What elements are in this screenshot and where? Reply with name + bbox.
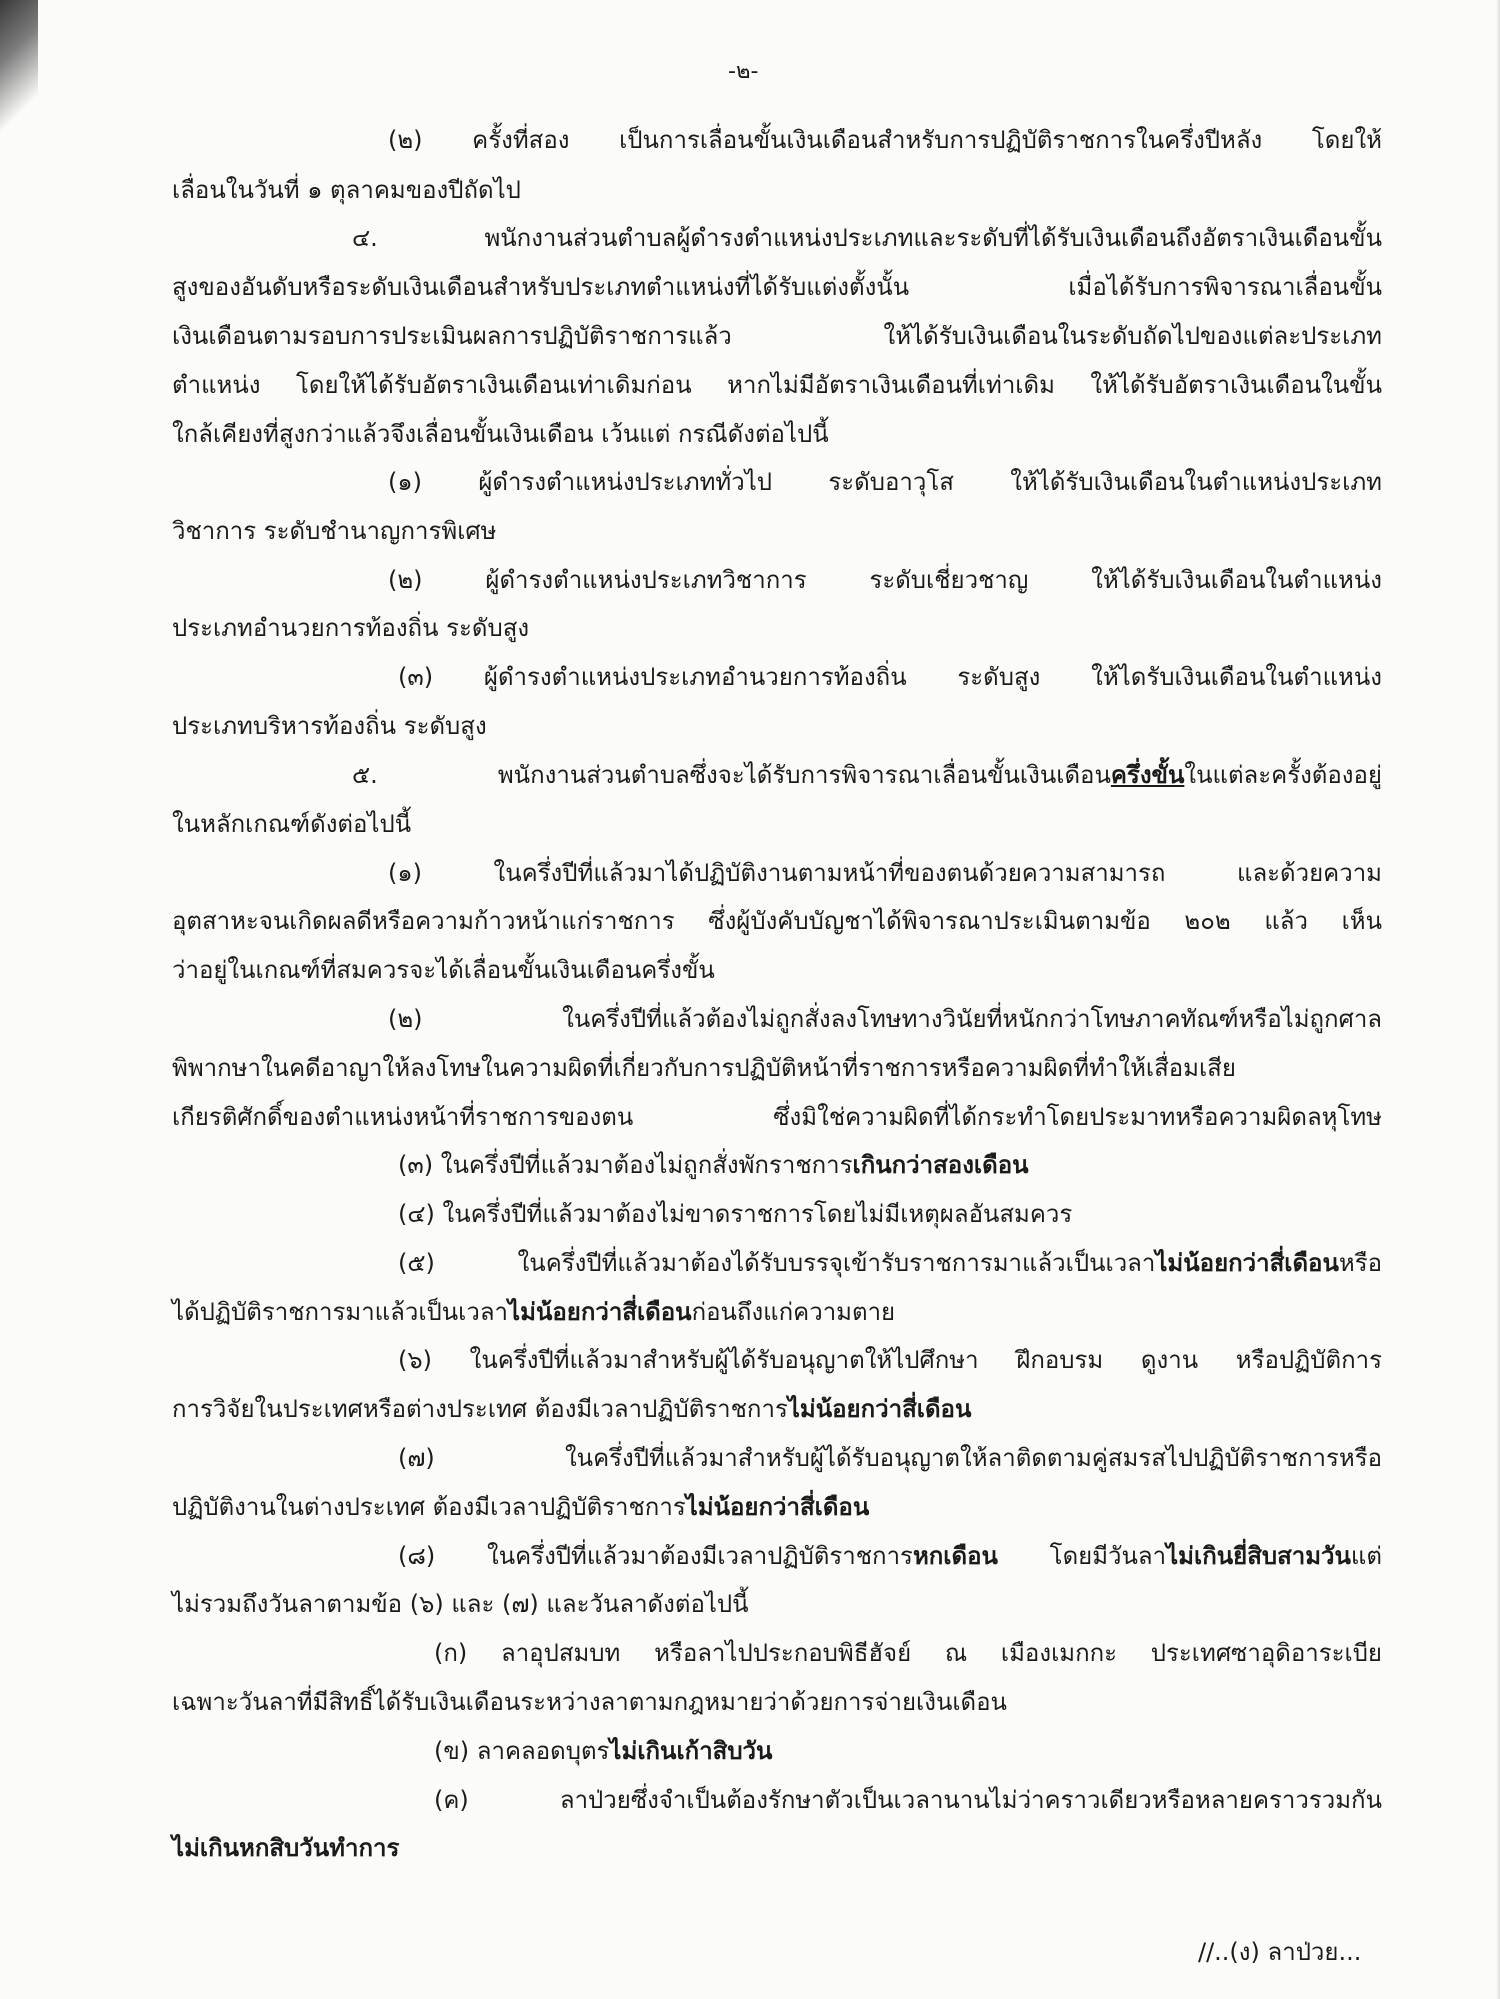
- para-5-8-text-e: แต่: [1350, 1542, 1382, 1570]
- para-5-1-line-1: (๑) ในครึ่งปีที่แล้วมาได้ปฏิบัติงานตามหน้าที่ของตนด้วยความสามารถ และด้วยความ: [388, 859, 1382, 887]
- para-5-7-line-1: (๗) ในครึ่งปีที่แล้วมาสำหรับผู้ได้รับอนุญาตให้ลาติดตามคู่สมรสไปปฏิบัติราชการหรือ: [398, 1444, 1382, 1472]
- para-5-text-a: ๕. พนักงานส่วนตำบลซึ่งจะได้รับการพิจารณาเลื่อนขั้นเงินเดือน: [352, 761, 1111, 789]
- para-5-7-text: ปฏิบัติงานในต่างประเทศ ต้องมีเวลาปฏิบัติราชการ: [172, 1493, 686, 1521]
- para-5-6-line-1: (๖) ในครึ่งปีที่แล้วมาสำหรับผู้ได้รับอนุญาตให้ไปศึกษา ฝึกอบรม ดูงาน หรือปฏิบัติการ: [398, 1346, 1382, 1374]
- para-5-5-text-c: หรือ: [1338, 1249, 1382, 1277]
- para-5-8-c-line-1: (ค) ลาป่วยซึ่งจำเป็นต้องรักษาตัวเป็นเวลานานไม่ว่าคราวเดียวหรือหลายคราวรวมกัน: [434, 1786, 1382, 1814]
- para-5-5-line-2-text-a: ได้ปฏิบัติราชการมาแล้วเป็นเวลา: [172, 1298, 509, 1326]
- para-5-5-text-a: (๕) ในครึ่งปีที่แล้วมาต้องได้รับบรรจุเข้ารับราชการมาแล้วเป็นเวลา: [398, 1249, 1156, 1277]
- para-5-8-a-line-1: (ก) ลาอุปสมบท หรือลาไปประกอบพิธีฮัจย์ ณ เมืองเมกกะ ประเทศซาอุดิอาระเบีย: [434, 1639, 1382, 1667]
- para-4-line-1: ๔. พนักงานส่วนตำบลผู้ดำรงตำแหน่งประเภทและระดับที่ได้รับเงินเดือนถึงอัตราเงินเดือนขั้น: [352, 224, 1382, 252]
- para-5-7-emphasis: ไม่น้อยกว่าสี่เดือน: [685, 1493, 870, 1521]
- para-4-line-2: สูงของอันดับหรือระดับเงินเดือนสำหรับประเภทตำแหน่งที่ได้รับแต่งตั้งนั้น เมื่อได้รับการพิจารณาเลื่อนขั้น: [172, 273, 1382, 301]
- para-5-8-b-emphasis: ไม่เกินเก้าสิบวัน: [609, 1737, 773, 1765]
- para-4-2-line-1: (๒) ผู้ดำรงตำแหน่งประเภทวิชาการ ระดับเชี่ยวชาญ ให้ได้รับเงินเดือนในตำแหน่ง: [388, 566, 1382, 594]
- para-5-2-line-2: พิพากษาในคดีอาญาให้ลงโทษในความผิดที่เกี่ยวกับการปฏิบัติหน้าที่ราชการหรือความผิดที่ทำให้เสื่อมเสีย: [172, 1054, 1236, 1082]
- para-5-6-emphasis: ไม่น้อยกว่าสี่เดือน: [787, 1395, 972, 1423]
- para-5-3: [398, 1149, 1029, 1181]
- para-5-text-c: ในแต่ละครั้งต้องอยู่: [1184, 761, 1382, 789]
- para-5-5-emphasis: ไม่น้อยกว่าสี่เดือน: [1155, 1249, 1339, 1277]
- para-5-7-line-2: [172, 1491, 869, 1523]
- scan-corner-shadow: [0, 0, 38, 140]
- para-5-5-line-2: [172, 1296, 895, 1328]
- para-5-8-line-2: ไม่รวมถึงวันลาตามข้อ (๖) และ (๗) และวันลาดังต่อไปนี้: [172, 1590, 749, 1618]
- para-3-2-line-1: (๒) ครั้งที่สอง เป็นการเลื่อนขั้นเงินเดือนสำหรับการปฏิบัติราชการในครึ่งปีหลัง โดยให้: [388, 126, 1382, 154]
- para-5-1-line-3: ว่าอยู่ในเกณฑ์ที่สมควรจะได้เลื่อนขั้นเงินเดือนครึ่งขั้น: [172, 956, 715, 984]
- para-5-2-line-1: (๒) ในครึ่งปีที่แล้วต้องไม่ถูกสั่งลงโทษทางวินัยที่หนักกว่าโทษภาคทัณฑ์หรือไม่ถูกศาล: [388, 1005, 1382, 1033]
- para-4-2-line-2: ประเภทอำนวยการท้องถิ่น ระดับสูง: [172, 614, 530, 642]
- para-4-3-line-2: ประเภทบริหารท้องถิ่น ระดับสูง: [172, 712, 487, 740]
- para-3-2-line-2: เลื่อนในวันที่ ๑ ตุลาคมของปีถัดไป: [172, 176, 521, 204]
- continuation-footer: //..(ง) ลาป่วย...: [1198, 1938, 1362, 1966]
- para-5-3-emphasis: เกินกว่าสองเดือน: [852, 1151, 1029, 1179]
- para-4-3-line-1: (๓) ผู้ดำรงตำแหน่งประเภทอำนวยการท้องถิ่น ระดับสูง ให้ไดรับเงินเดือนในตำแหน่ง: [398, 663, 1382, 691]
- para-5-8-a-line-2: เฉพาะวันลาที่มีสิทธิ์ได้รับเงินเดือนระหว่างลาตามกฎหมายว่าด้วยการจ่ายเงินเดือน: [172, 1688, 1007, 1716]
- para-5-5-line-2-text-c: ก่อนถึงแก่ความตาย: [691, 1298, 896, 1326]
- para-5-8-line-1: [398, 1540, 1382, 1572]
- page-number: -๒-: [728, 59, 759, 84]
- para-5-8-text-a: (๘) ในครึ่งปีที่แล้วมาต้องมีเวลาปฏิบัติราชการ: [398, 1542, 913, 1570]
- half-step-emphasis: ครึ่งขั้น: [1110, 761, 1185, 789]
- para-5-5-line-1: [398, 1247, 1382, 1279]
- para-4-line-5: ใกล้เคียงที่สูงกว่าแล้วจึงเลื่อนขั้นเงินเดือน เว้นแต่ กรณีดังต่อไปนี้: [172, 420, 829, 448]
- para-5-6-line-2: [172, 1393, 971, 1425]
- scan-edge-shadow: [1496, 0, 1500, 1999]
- para-5-8-emphasis-2: ไม่เกินยี่สิบสามวัน: [1166, 1542, 1351, 1570]
- para-5-6-text: การวิจัยในประเทศหรือต่างประเทศ ต้องมีเวลาปฏิบัติราชการ: [172, 1395, 788, 1423]
- para-4-line-3: เงินเดือนตามรอบการประเมินผลการปฏิบัติราชการแล้ว ให้ได้รับเงินเดือนในระดับถัดไปของแต่ละประเภท: [172, 322, 1382, 350]
- para-4-1-line-1: (๑) ผู้ดำรงตำแหน่งประเภททั่วไป ระดับอาวุโส ให้ได้รับเงินเดือนในตำแหน่งประเภท: [388, 468, 1382, 496]
- para-5-5-line-2-emphasis: ไม่น้อยกว่าสี่เดือน: [508, 1298, 692, 1326]
- para-5-line-1: [352, 759, 1382, 791]
- para-5-8-text-c: โดยมีวันลา: [997, 1542, 1167, 1570]
- para-5-8-b-text: (ข) ลาคลอดบุตร: [434, 1737, 610, 1765]
- para-4-line-4: ตำแหน่ง โดยให้ได้รับอัตราเงินเดือนเท่าเดิมก่อน หากไม่มีอัตราเงินเดือนที่เท่าเดิม ให้ได้รับอัตราเงินเดือนในขั้น: [172, 371, 1382, 399]
- para-5-8-b: [434, 1735, 772, 1767]
- para-4-1-line-2: วิชาการ ระดับชำนาญการพิเศษ: [172, 517, 497, 545]
- para-5-3-text: (๓) ในครึ่งปีที่แล้วมาต้องไม่ถูกสั่งพักราชการ: [398, 1151, 853, 1179]
- para-5-1-line-2: อุตสาหะจนเกิดผลดีหรือความก้าวหน้าแก่ราชการ ซึ่งผู้บังคับบัญชาได้พิจารณาประเมินตามข้อ ๒๐๒ แล้ว เห็น: [172, 907, 1382, 935]
- para-5-8-emphasis-1: หกเดือน: [912, 1542, 998, 1570]
- para-5-8-c-line-2: ไม่เกินหกสิบวันทำการ: [172, 1834, 400, 1862]
- para-5-2-line-3: เกียรติศักดิ์ของตำแหน่งหน้าที่ราชการของตน ซึ่งมิใช่ความผิดที่ได้กระทำโดยประมาทหรือความผิดลหุโทษ: [172, 1103, 1382, 1131]
- para-5-line-2: ในหลักเกณฑ์ดังต่อไปนี้: [172, 810, 412, 838]
- para-5-4: (๔) ในครึ่งปีที่แล้วมาต้องไม่ขาดราชการโดยไม่มีเหตุผลอันสมควร: [398, 1200, 1073, 1228]
